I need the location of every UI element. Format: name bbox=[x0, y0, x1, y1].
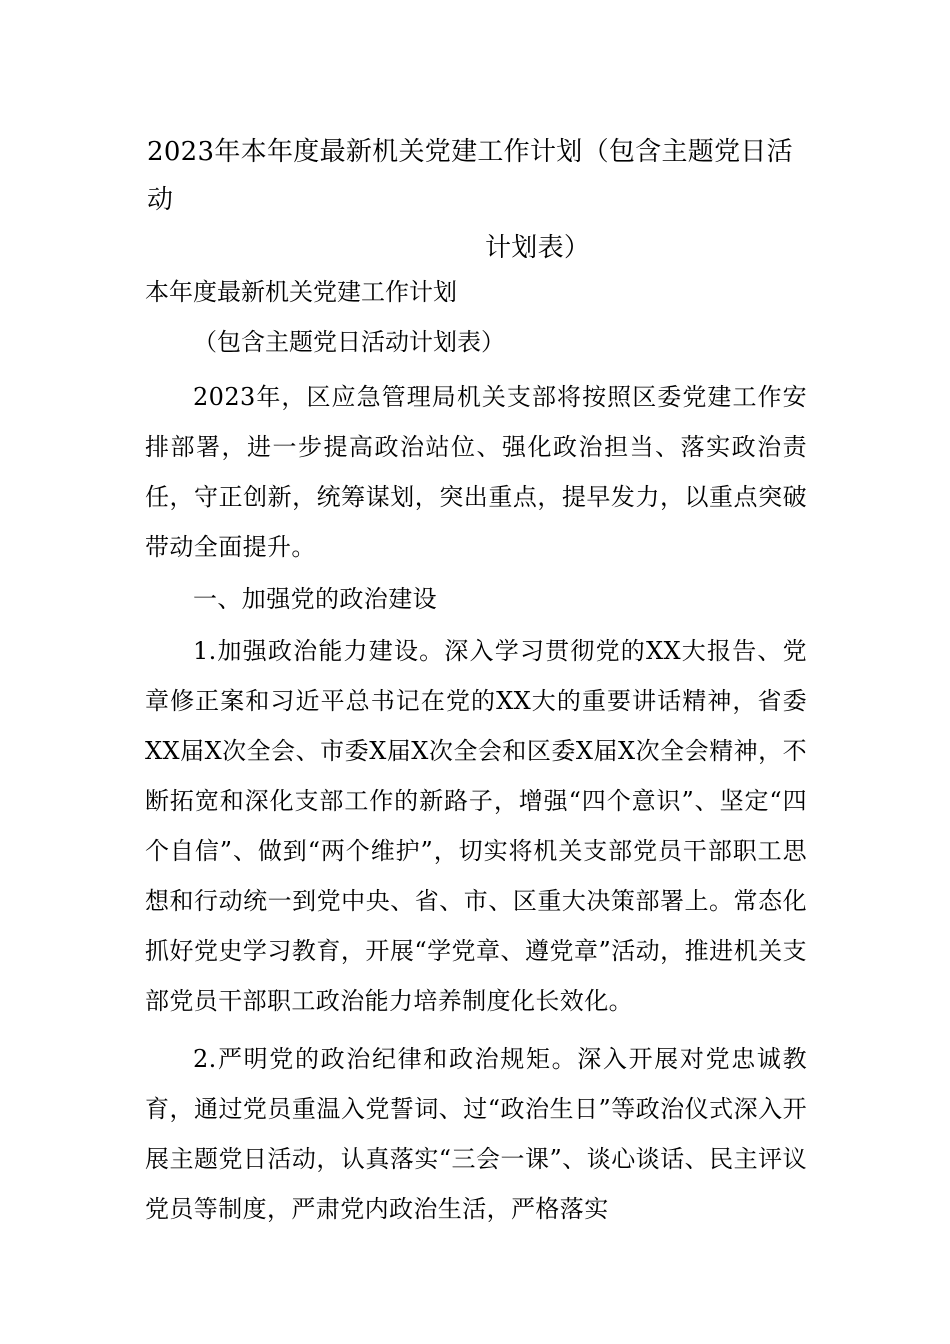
title-line-2: 计划表） bbox=[485, 233, 591, 263]
document-subtitle-note: （包含主题党日活动计划表） bbox=[193, 328, 505, 356]
item-paragraph-1: 1.加强政治能力建设。深入学习贯彻党的XX大报告、党章修正案和习近平总书记在党的XX大的重要讲话精神，省委XX届X次全会、市委X届X次全会和区委X届X次全会精神，不断拓宽和深化支部工作的新路子，增强“四个意识”、坚定“四个自信”、做到“两个维护”，切实将机关支部党员干部职工思想和行动统一到党中央、省、市、区重大决策部署上。常态化抓好党史学习教育，开展“学党章、遵党章”活动，推进机关支部党员干部职工政治能力培养制度化长效化。 bbox=[145, 637, 807, 1015]
section-heading: 一、加强党的政治建设 bbox=[193, 585, 437, 613]
document-body bbox=[145, 128, 807, 1234]
intro-paragraph: 2023年，区应急管理局机关支部将按照区委党建工作安排部署，进一步提高政治站位、强化政治担当、落实政治责任，守正创新，统筹谋划，突出重点，提早发力，以重点突破带动全面提升。 bbox=[145, 383, 807, 561]
document-title bbox=[145, 128, 807, 272]
title-line-1: 2023年本年度最新机关党建工作计划（包含主题党日活动 bbox=[147, 137, 793, 215]
document-subtitle: 本年度最新机关党建工作计划 bbox=[145, 278, 457, 306]
item-paragraph-2: 2.严明党的政治纪律和政治规矩。深入开展对党忠诚教育，通过党员重温入党誓词、过“政治生日”等政治仪式深入开展主题党日活动，认真落实“三会一课”、谈心谈话、民主评议党员等制度，严肃党内政治生活，严格落实 bbox=[145, 1045, 807, 1223]
